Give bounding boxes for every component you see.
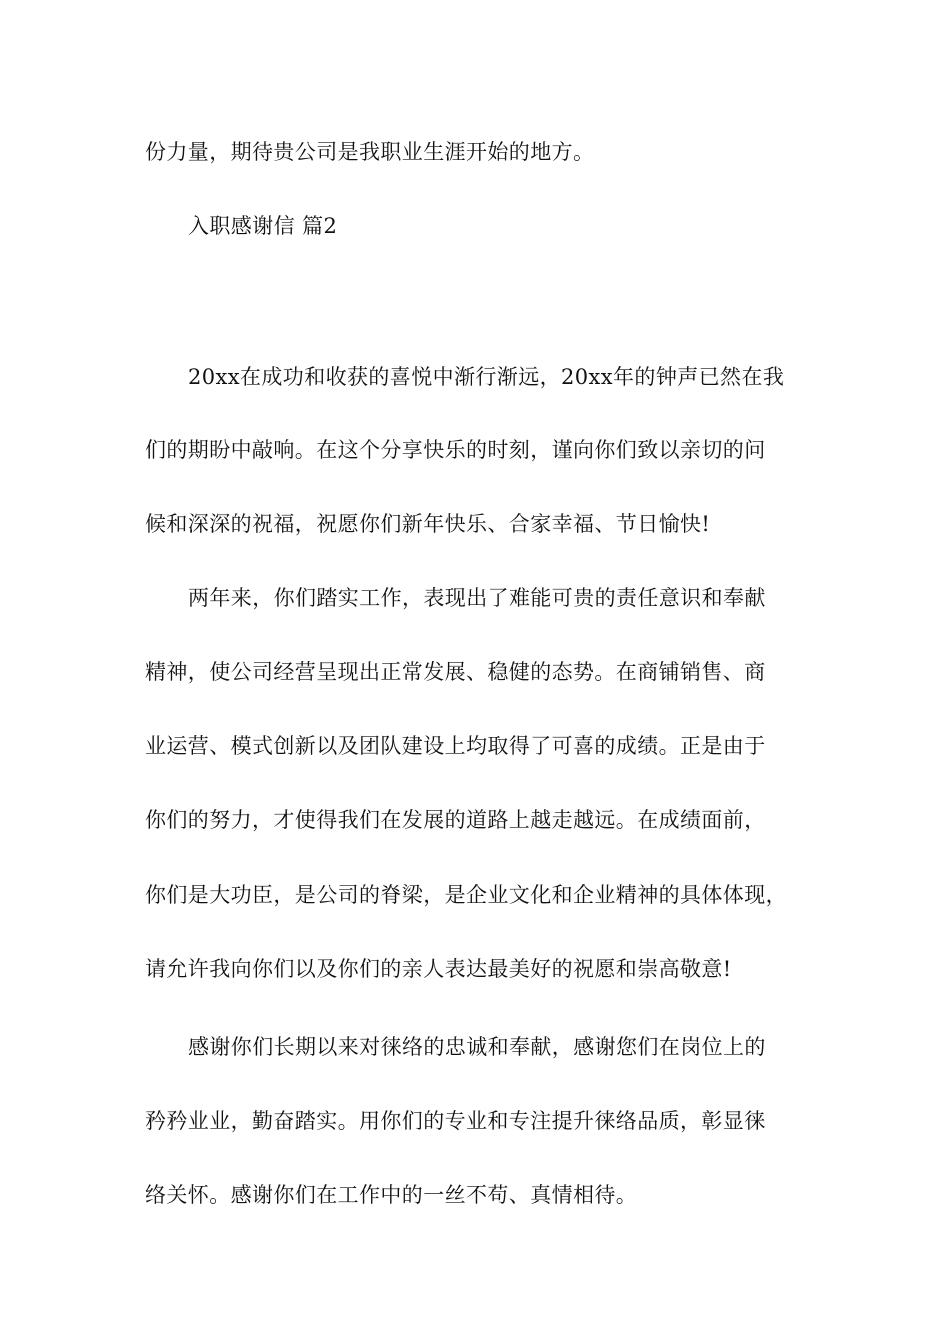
section-heading: 入职感谢信 篇2	[188, 214, 338, 238]
paragraph-line: 请允许我向你们以及你们的亲人表达最美好的祝愿和崇高敬意!	[145, 957, 732, 981]
paragraph-line: 你们是大功臣，是公司的脊梁，是企业文化和企业精神的具体体现，	[145, 883, 787, 907]
paragraph-line: 20xx在成功和收获的喜悦中渐行渐远，20xx年的钟声已然在我	[188, 365, 785, 389]
paragraph-line: 精神，使公司经营呈现出正常发展、稳健的态势。在商铺销售、商	[145, 660, 766, 684]
paragraph-line: 两年来，你们踏实工作，表现出了难能可贵的责任意识和奉献	[188, 586, 766, 610]
paragraph-line: 感谢你们长期以来对徕络的忠诚和奉献，感谢您们在岗位上的	[188, 1035, 766, 1059]
paragraph-line: 矜矜业业，勤奋踏实。用你们的专业和专注提升徕络品质，彰显徕	[145, 1109, 766, 1133]
paragraph-line: 份力量，期待贵公司是我职业生涯开始的地方。	[145, 140, 595, 164]
paragraph-line: 业运营、模式创新以及团队建设上均取得了可喜的成绩。正是由于	[145, 734, 766, 758]
paragraph-line: 们的期盼中敲响。在这个分享快乐的时刻，谨向你们致以亲切的问	[145, 438, 766, 462]
paragraph-line: 你们的努力，才使得我们在发展的道路上越走越远。在成绩面前，	[145, 808, 766, 832]
paragraph-line: 候和深深的祝福，祝愿你们新年快乐、合家幸福、节日愉快!	[145, 512, 711, 536]
paragraph-line: 络关怀。感谢你们在工作中的一丝不苟、真情相待。	[145, 1183, 638, 1207]
